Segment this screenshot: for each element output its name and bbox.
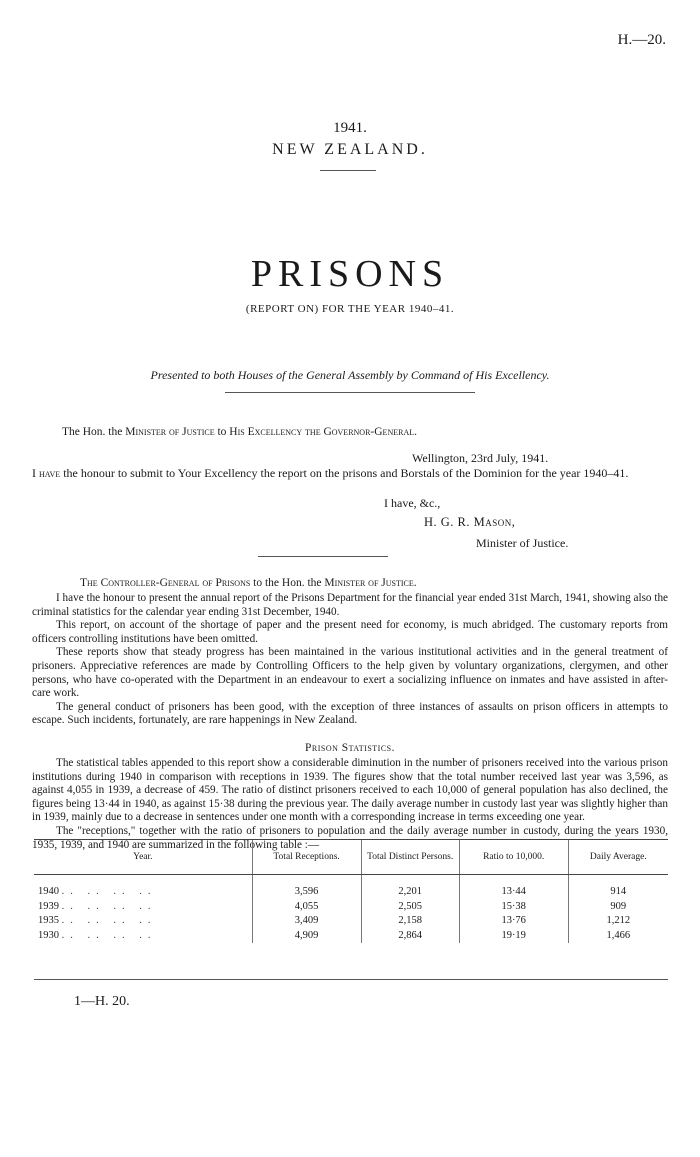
letter1-body: I have the honour to submit to Your Excellency the report on the prisons and Borstals of the Dominion for the year 1940–41. (32, 466, 629, 480)
paragraph: The "receptions," together with the ratio of prisoners to population and the daily average number in custody, during the years 1930, 1935, 1939, and 1940 are summarized in the following table :— (32, 824, 668, 851)
paragraph: This report, on account of the shortage of paper and the present need for economy, is much abridged. The customary reports from officers controlling institutions have been omitted. (32, 619, 668, 645)
divider (225, 392, 475, 393)
column-header-year: Year. (34, 840, 252, 875)
receptions-cell: 4,055 (252, 900, 361, 915)
page-reference: H.—20. (617, 32, 666, 48)
divider (34, 979, 668, 980)
report-title: PRISONS (250, 253, 450, 295)
year-cell: 1930 (38, 929, 59, 941)
letter1-closing: I have, &c., (384, 496, 441, 510)
statistics-body (32, 757, 668, 852)
report-subtitle: (REPORT ON) FOR THE YEAR 1940–41. (245, 303, 455, 315)
receptions-cell: 4,909 (252, 929, 361, 944)
page-footer: 1—H. 20. (74, 994, 130, 1009)
distinct-cell: 2,505 (361, 900, 459, 915)
paragraph: I have the honour to present the annual report of the Prisons Department for the financial year ended 31st March, 1941, showing also the criminal statistics for the calendar year ending 31st December, 1940. (32, 592, 668, 618)
daily-cell: 909 (568, 900, 668, 915)
daily-cell: 1,466 (568, 929, 668, 944)
receptions-cell: 3,409 (252, 914, 361, 929)
statistics-heading: Prison Statistics. (304, 742, 396, 754)
statistics-table (34, 839, 668, 943)
distinct-cell: 2,158 (361, 914, 459, 929)
divider (258, 556, 388, 557)
letter1-position: Minister of Justice. (476, 536, 569, 550)
letter1-signature: H. G. R. Mason, (424, 515, 516, 529)
column-header-distinct: Total Distinct Persons. (361, 840, 459, 875)
year-cell: 1935 (38, 915, 59, 926)
daily-cell: 1,212 (568, 914, 668, 929)
column-header-ratio: Ratio to 10,000. (459, 840, 568, 875)
country-name: NEW ZEALAND. (272, 141, 428, 158)
table-row: 1930 .. .. .. .. 4,909 2,864 19·19 1,466 (34, 929, 668, 944)
letter2-heading: The Controller-General of Prisons to the Hon. the Minister of Justice. (80, 577, 417, 589)
year-cell: 1939 (38, 900, 59, 912)
letter1-dateline: Wellington, 23rd July, 1941. (412, 451, 549, 465)
distinct-cell: 2,864 (361, 929, 459, 944)
table-header-row (34, 840, 668, 875)
table-row: 1940 .. .. .. .. 3,596 2,201 13·44 914 (34, 885, 668, 900)
table-row: 1939 .. .. .. .. 4,055 2,505 15·38 909 (34, 900, 668, 915)
presented-note: Presented to both Houses of the General Assembly by Command of His Excellency. (150, 368, 550, 382)
daily-cell: 914 (568, 885, 668, 900)
table-row: 1935 .. .. .. .. 3,409 2,158 13·76 1,212 (34, 914, 668, 929)
paragraph: These reports show that steady progress has been maintained in the various institutional activities and in the general treatment of prisoners. Appreciative references are made by Controlling Officers to the help given by voluntary organizations, clergymen, and other persons, who have co-operated with the Department in an endeavour to exert a socializing influence on inmates and have assisted in after-care work. (32, 646, 668, 700)
column-header-receptions: Total Receptions. (252, 840, 361, 875)
ratio-cell: 15·38 (459, 900, 568, 915)
ratio-cell: 13·76 (459, 914, 568, 929)
column-header-daily: Daily Average. (568, 840, 668, 875)
distinct-cell: 2,201 (361, 885, 459, 900)
letter2-body (32, 592, 668, 728)
ratio-cell: 19·19 (459, 929, 568, 944)
report-year: 1941. (333, 120, 367, 136)
letter1-heading: The Hon. the Minister of Justice to His Excellency the Governor-General. (62, 426, 417, 438)
receptions-cell: 3,596 (252, 885, 361, 900)
divider (320, 170, 376, 171)
ratio-cell: 13·44 (459, 885, 568, 900)
paragraph: The general conduct of prisoners has been good, with the exception of three instances of assaults on prison officers in attempts to escape. Such incidents, fortunately, are rare happenings in New Zealand. (32, 700, 668, 727)
paragraph: The statistical tables appended to this report show a considerable diminution in the number of prisoners received into the various prison institutions during 1940 in comparison with receptions in 1939. The figures show that the total number received last year was 3,596, as against 4,055 in 1939, a decrease of 459. The ratio of distinct prisoners received to each 10,000 of general population has also declined, the figures being 13·44 in 1940, as against 15·38 during the previous year. The daily average number in custody last year was slightly higher than in 1939, mainly due to a decrease in sentences under one month with a corresponding increase in terms exceeding one year. (32, 757, 668, 824)
year-cell: 1940 (38, 886, 59, 897)
